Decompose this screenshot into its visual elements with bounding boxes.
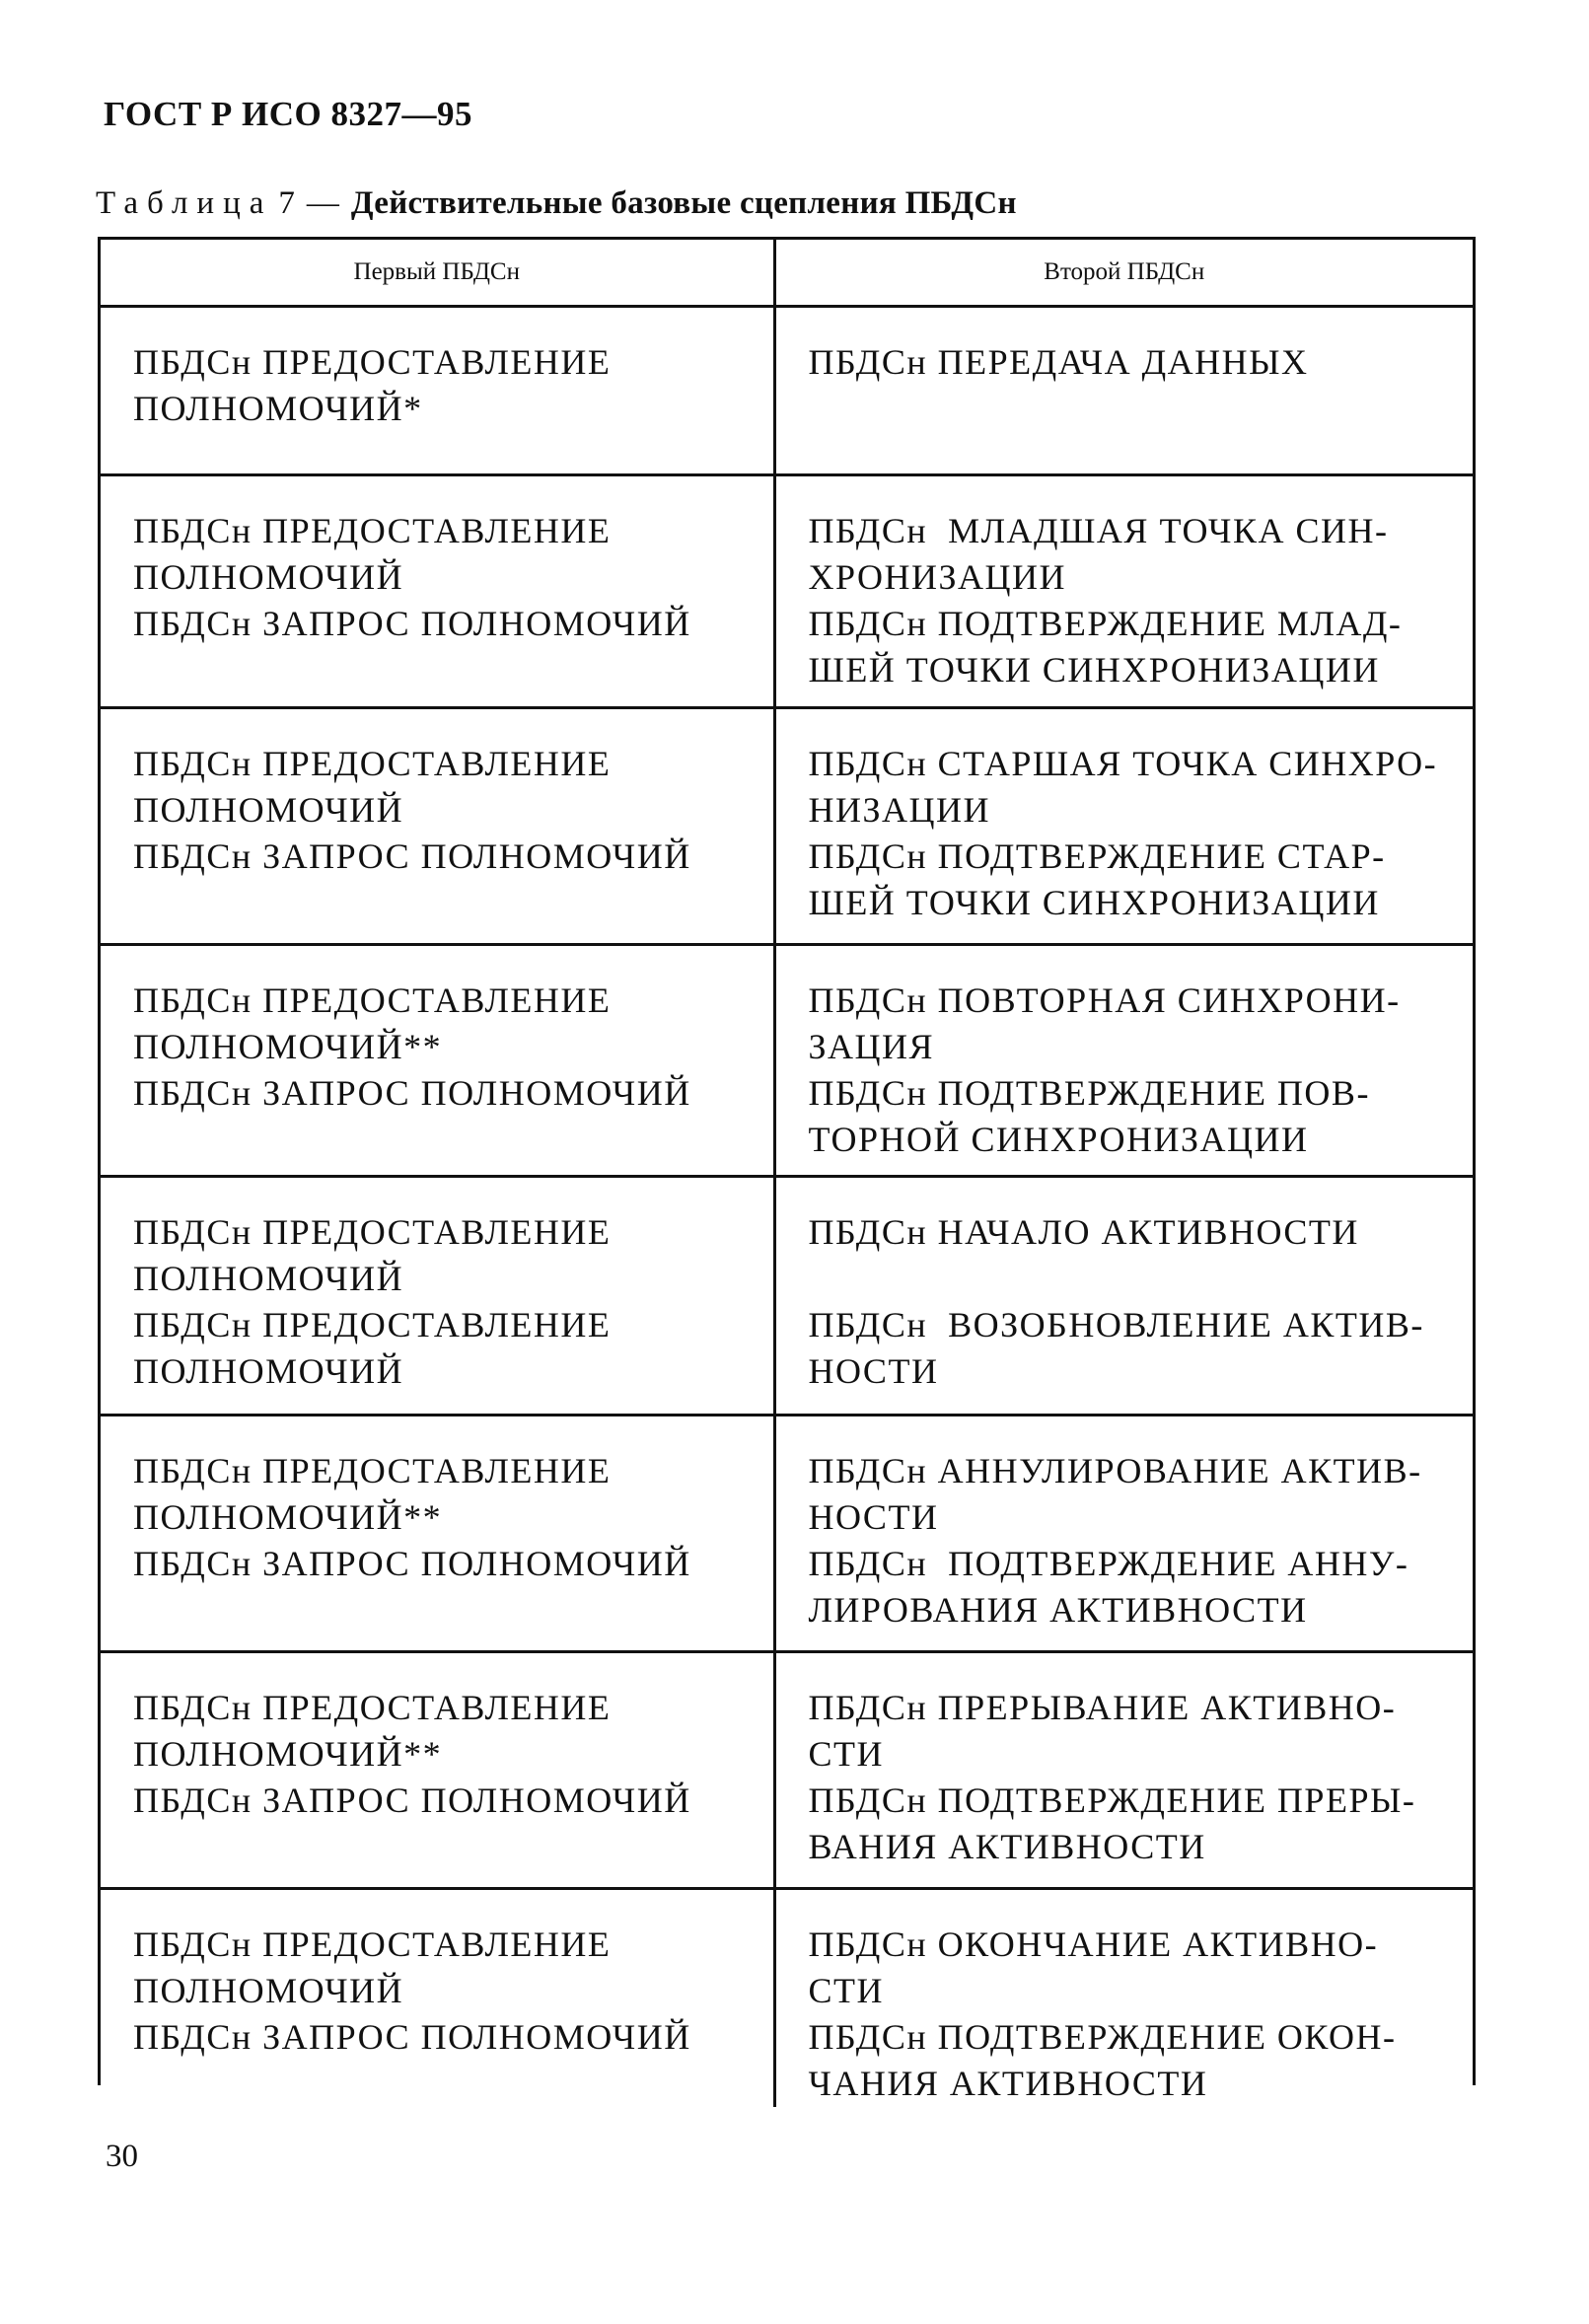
caption-label: Таблица xyxy=(96,185,273,221)
first-spdu-cell xyxy=(101,1416,774,1652)
cell-text-line: ПБДСн ПРЕДОСТАВЛЕНИЕ xyxy=(133,744,612,783)
cell-text-line: ПБДСн ОКОНЧАНИЕ АКТИВНО- xyxy=(808,1925,1379,1964)
cell-text-line: ПБДСн НАЧАЛО АКТИВНОСТИ xyxy=(808,1212,1359,1252)
caption-number: 7 xyxy=(278,185,295,221)
second-spdu-cell xyxy=(774,1177,1473,1416)
cell-text-line: ПБДСн МЛАДШАЯ ТОЧКА СИН- xyxy=(808,511,1389,550)
second-spdu-cell xyxy=(774,1416,1473,1652)
first-spdu-cell xyxy=(101,708,774,945)
cell-text-line: ПБДСн ПРЕДОСТАВЛЕНИЕ xyxy=(133,1212,612,1252)
first-spdu-cell xyxy=(101,1889,774,2108)
cell-text-line: ПБДСн СТАРШАЯ ТОЧКА СИНХРО- xyxy=(808,744,1438,783)
cell-text-line: СТИ xyxy=(808,1734,884,1774)
table-body xyxy=(101,307,1473,2108)
cell-text-line: ЛИРОВАНИЯ АКТИВНОСТИ xyxy=(808,1590,1308,1630)
document-header: ГОСТ Р ИСО 8327—95 xyxy=(104,95,473,133)
first-spdu-cell xyxy=(101,307,774,475)
cell-text-line: ПБДСн ПОДТВЕРЖДЕНИЕ ПОВ- xyxy=(808,1073,1370,1113)
cell-text-line: ПОЛНОМОЧИЙ* xyxy=(133,389,423,428)
first-spdu-cell xyxy=(101,945,774,1177)
cell-text-line xyxy=(809,1256,1450,1302)
cell-text-line: ПБДСн ПОДТВЕРЖДЕНИЕ МЛАД- xyxy=(808,604,1403,643)
first-spdu-cell xyxy=(101,1652,774,1889)
cell-text-line: НОСТИ xyxy=(808,1351,939,1391)
cell-text-line: СТИ xyxy=(808,1971,884,2010)
cell-text-line: ПБДСн ПРЕДОСТАВЛЕНИЕ xyxy=(133,1451,612,1490)
cell-text-line: ПБДСн ПРЕДОСТАВЛЕНИЕ xyxy=(133,1305,612,1344)
table-caption xyxy=(96,185,1017,222)
cell-text-line: ПБДСн ЗАПРОС ПОЛНОМОЧИЙ xyxy=(133,836,691,876)
cell-text-line: ЧАНИЯ АКТИВНОСТИ xyxy=(808,2064,1208,2103)
cell-text-line: ПБДСн ПРЕДОСТАВЛЕНИЕ xyxy=(133,1688,612,1727)
table-row xyxy=(101,1177,1473,1416)
cell-text-line: ШЕЙ ТОЧКИ СИНХРОНИЗАЦИИ xyxy=(808,650,1380,690)
cell-text-line: ПБДСн ПОДТВЕРЖДЕНИЕ ОКОН- xyxy=(808,2017,1397,2057)
cell-text-line: ПОЛНОМОЧИЙ** xyxy=(133,1734,443,1774)
cell-text-line: ПБДСн ПРЕДОСТАВЛЕНИЕ xyxy=(133,342,612,382)
cell-text-line: ПОЛНОМОЧИЙ** xyxy=(133,1497,443,1537)
table-row xyxy=(101,475,1473,708)
cell-text-line: ПБДСн ВОЗОБНОВЛЕНИЕ АКТИВ- xyxy=(808,1305,1424,1344)
cell-text-line: ПБДСн ЗАПРОС ПОЛНОМОЧИЙ xyxy=(133,1544,691,1583)
page-number: 30 xyxy=(106,2139,138,2174)
cell-text-line: ПБДСн ПОВТОРНАЯ СИНХРОНИ- xyxy=(808,980,1401,1020)
cell-text-line: ПБДСн ПРЕДОСТАВЛЕНИЕ xyxy=(133,1925,612,1964)
second-spdu-cell xyxy=(774,307,1473,475)
cell-text-line: ВАНИЯ АКТИВНОСТИ xyxy=(808,1827,1206,1866)
cell-text-line: ПБДСн ПОДТВЕРЖДЕНИЕ ПРЕРЫ- xyxy=(808,1780,1416,1820)
linkage-table xyxy=(98,237,1476,2103)
cell-text-line: ПБДСн ПОДТВЕРЖДЕНИЕ СТАР- xyxy=(808,836,1386,876)
table-grid xyxy=(101,240,1473,2107)
cell-text-line: ПБДСн ЗАПРОС ПОЛНОМОЧИЙ xyxy=(133,1780,691,1820)
cell-text-line: ХРОНИЗАЦИИ xyxy=(808,557,1066,597)
column-header-first: Первый ПБДСн xyxy=(101,240,774,307)
cell-text-line: ЗАЦИЯ xyxy=(808,1027,935,1066)
cell-text-line: ПОЛНОМОЧИЙ xyxy=(133,1971,404,2010)
caption-dash: — xyxy=(306,185,339,221)
cell-text-line: ПБДСн ПРЕДОСТАВЛЕНИЕ xyxy=(133,511,612,550)
table-row xyxy=(101,1416,1473,1652)
table-row xyxy=(101,708,1473,945)
cell-text-line: ПБДСн ЗАПРОС ПОЛНОМОЧИЙ xyxy=(133,604,691,643)
table-row xyxy=(101,307,1473,475)
cell-text-line: ПОЛНОМОЧИЙ xyxy=(133,790,404,830)
second-spdu-cell xyxy=(774,708,1473,945)
cell-text-line: ШЕЙ ТОЧКИ СИНХРОНИЗАЦИИ xyxy=(808,883,1380,922)
cell-text-line: ПОЛНОМОЧИЙ xyxy=(133,1351,404,1391)
first-spdu-cell xyxy=(101,1177,774,1416)
first-spdu-cell xyxy=(101,475,774,708)
cell-text-line: ПОЛНОМОЧИЙ xyxy=(133,557,404,597)
caption-title: Действительные базовые сцепления ПБДСн xyxy=(350,185,1017,221)
cell-text-line: ПБДСн ЗАПРОС ПОЛНОМОЧИЙ xyxy=(133,1073,691,1113)
cell-text-line: ТОРНОЙ СИНХРОНИЗАЦИИ xyxy=(808,1120,1309,1159)
cell-text-line: ПБДСн ПЕРЕДАЧА ДАННЫХ xyxy=(808,342,1309,382)
cell-text-line: ПБДСн ЗАПРОС ПОЛНОМОЧИЙ xyxy=(133,2017,691,2057)
cell-text-line: ПБДСн ПОДТВЕРЖДЕНИЕ АННУ- xyxy=(808,1544,1409,1583)
table-row xyxy=(101,945,1473,1177)
cell-text-line: НИЗАЦИИ xyxy=(808,790,991,830)
table-row xyxy=(101,1652,1473,1889)
cell-text-line: ПБДСн ПРЕРЫВАНИЕ АКТИВНО- xyxy=(808,1688,1397,1727)
second-spdu-cell xyxy=(774,1889,1473,2108)
second-spdu-cell xyxy=(774,1652,1473,1889)
table-row xyxy=(101,1889,1473,2108)
cell-text-line: ПОЛНОМОЧИЙ xyxy=(133,1259,404,1298)
second-spdu-cell xyxy=(774,945,1473,1177)
second-spdu-cell xyxy=(774,475,1473,708)
cell-text-line: НОСТИ xyxy=(808,1497,939,1537)
cell-text-line: ПБДСн ПРЕДОСТАВЛЕНИЕ xyxy=(133,980,612,1020)
column-header-second: Второй ПБДСн xyxy=(774,240,1473,307)
cell-text-line: ПОЛНОМОЧИЙ** xyxy=(133,1027,443,1066)
table-header-row xyxy=(101,240,1473,307)
cell-text-line: ПБДСн АННУЛИРОВАНИЕ АКТИВ- xyxy=(808,1451,1422,1490)
